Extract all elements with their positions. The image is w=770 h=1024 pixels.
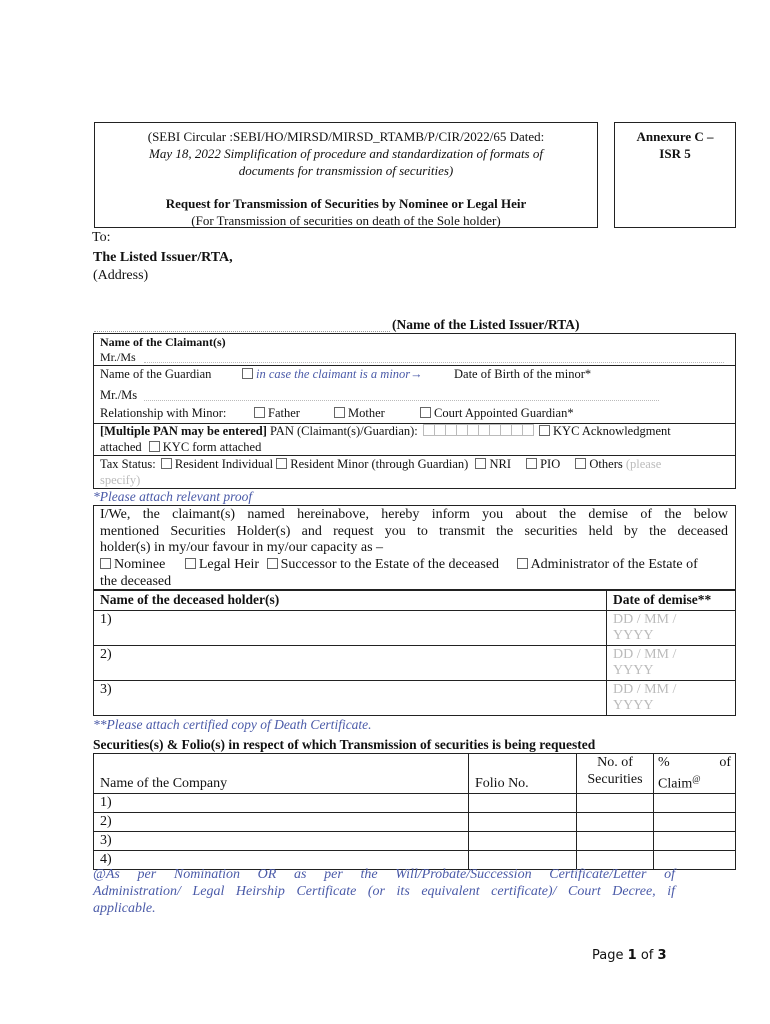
company-cell[interactable] (94, 812, 469, 831)
nominee-label: Nominee (114, 557, 166, 572)
folio-cell[interactable] (469, 831, 577, 850)
declaration-line-1: I/We, the claimant(s) named hereinabove, hereby inform you about the demise of the below (100, 507, 728, 522)
listed-issuer-label: The Listed Issuer/RTA, (93, 250, 233, 265)
tax-pio-label: PIO (540, 457, 561, 471)
deceased-name-cell[interactable] (94, 646, 607, 681)
multiple-pan-note: [Multiple PAN may be entered] (100, 424, 267, 438)
row-number: 2) (100, 647, 112, 662)
issuer-name-label: (Name of the Listed Issuer/RTA) (392, 317, 580, 332)
table-row (94, 646, 736, 681)
successor-label: Successor to the Estate of the deceased (280, 557, 500, 572)
annexure-label: Annexure C – (636, 129, 714, 144)
attached-label: attached (100, 440, 142, 454)
claimant-name-field[interactable] (144, 362, 724, 363)
company-cell[interactable] (94, 831, 469, 850)
relationship-label: Relationship with Minor: (100, 406, 227, 420)
declaration-line-3: holder(s) in my/our favour in my/our capacity as – (100, 540, 384, 555)
claim-cell[interactable] (654, 831, 736, 850)
tax-nri-checkbox[interactable] (475, 458, 486, 469)
tax-status-label: Tax Status: (100, 457, 156, 471)
form-title: Request for Transmission of Securities by Nominee or Legal Heir (165, 196, 527, 211)
demise-date-cell[interactable]: DD / MM / YYYY (607, 646, 736, 681)
demise-date-cell[interactable]: DD / MM / YYYY (607, 611, 736, 646)
nominee-checkbox[interactable] (100, 558, 111, 569)
table-row (94, 831, 736, 850)
tax-resident-checkbox[interactable] (161, 458, 172, 469)
claim-cell[interactable] (654, 793, 736, 812)
declaration-line-2: mentioned Securities Holder(s) and request you to transmit the securities held by the deceased (100, 523, 728, 539)
legal-heir-checkbox[interactable] (185, 558, 196, 569)
folio-header: Folio No. (469, 754, 577, 794)
guardian-label: Name of the Guardian (100, 367, 212, 381)
tax-nri-label: NRI (489, 457, 511, 471)
mother-label: Mother (348, 406, 385, 420)
claim-percent-header: % of Claim@ (654, 754, 736, 794)
form-subtitle: (For Transmission of securities on death of the Sole holder) (191, 213, 501, 228)
administrator-label: Administrator of the Estate of (530, 557, 698, 572)
footnote-line-1: @As per Nomination OR as per the Will/Probate/Succession Certificate/Letter of (93, 867, 675, 882)
company-cell[interactable] (94, 793, 469, 812)
tax-minor-label: Resident Minor (through Guardian) (290, 457, 469, 471)
address-label: (Address) (93, 268, 149, 283)
court-guardian-label: Court Appointed Guardian* (434, 406, 574, 420)
guardian-mr-ms: Mr./Ms (100, 388, 138, 402)
table-row (94, 611, 736, 646)
table-row (94, 812, 736, 831)
securities-cell[interactable] (577, 812, 654, 831)
row-number: 1) (100, 612, 112, 627)
table-row (94, 681, 736, 716)
demise-date-cell[interactable]: DD / MM / YYYY (607, 681, 736, 716)
mother-checkbox[interactable] (334, 407, 345, 418)
pan-label: PAN (Claimant(s)/Guardian): (270, 424, 418, 438)
company-header: Name of the Company (94, 754, 469, 794)
folio-cell[interactable] (469, 793, 577, 812)
issuer-name-line[interactable] (94, 331, 390, 332)
footnote-line-3: applicable. (93, 901, 156, 916)
annexure-code: ISR 5 (659, 146, 691, 161)
securities-count-header: No. of Securities (577, 754, 654, 794)
claim-cell[interactable] (654, 812, 736, 831)
tax-minor-checkbox[interactable] (276, 458, 287, 469)
guardian-note: in case the claimant is a minor→ (256, 367, 423, 381)
table-row (94, 793, 736, 812)
claimant-name-label: Name of the Claimant(s) (100, 335, 226, 349)
tax-specify-placeholder[interactable]: specify) (100, 473, 141, 487)
legal-heir-label: Legal Heir (198, 557, 260, 572)
row-number: 2) (100, 813, 112, 829)
tax-please-placeholder[interactable]: (please (625, 457, 662, 471)
circular-line-2: May 18, 2022 Simplification of procedure and standardization of formats of (149, 146, 543, 161)
folio-cell[interactable] (469, 812, 577, 831)
pan-input-boxes[interactable] (424, 424, 534, 438)
securities-table (93, 753, 736, 870)
deceased-name-cell[interactable] (94, 681, 607, 716)
death-certificate-note: **Please attach certified copy of Death Certificate. (93, 717, 372, 732)
deceased-name-header: Name of the deceased holder(s) (94, 591, 607, 611)
dob-label: Date of Birth of the minor* (454, 367, 592, 381)
circular-line-3: documents for transmission of securities) (238, 163, 454, 178)
demise-date-header: Date of demise** (607, 591, 736, 611)
kyc-form-checkbox[interactable] (149, 441, 160, 452)
proof-note: *Please attach relevant proof (93, 489, 253, 504)
court-guardian-checkbox[interactable] (420, 407, 431, 418)
row-number: 4) (100, 851, 112, 867)
kyc-ack-checkbox[interactable] (539, 425, 550, 436)
guardian-name-field[interactable] (144, 400, 659, 401)
administrator-label-cont: the deceased (100, 574, 172, 589)
page-number: Page 1 of 3 (592, 948, 667, 963)
tax-others-label: Others (589, 457, 623, 471)
guardian-checkbox[interactable] (242, 368, 253, 379)
tax-pio-checkbox[interactable] (526, 458, 537, 469)
father-checkbox[interactable] (254, 407, 265, 418)
securities-cell[interactable] (577, 793, 654, 812)
tax-resident-label: Resident Individual (174, 457, 274, 471)
footnote-line-2: Administration/ Legal Heirship Certificate (or its equivalent certificate)/ Court Decree, if (93, 884, 675, 899)
row-number: 3) (100, 682, 112, 697)
tax-others-checkbox[interactable] (575, 458, 586, 469)
kyc-form-label: KYC form attached (162, 440, 262, 454)
annexure-box (614, 122, 736, 228)
row-number: 3) (100, 832, 112, 848)
claimant-mr-ms: Mr./Ms (100, 350, 136, 364)
to-label: To: (92, 230, 111, 245)
circular-line-1: (SEBI Circular :SEBI/HO/MIRSD/MIRSD_RTAMB/P/CIR/2022/65 Dated: (147, 129, 545, 144)
row-number: 1) (100, 794, 112, 810)
father-label: Father (268, 406, 300, 420)
administrator-checkbox[interactable] (517, 558, 528, 569)
successor-checkbox[interactable] (267, 558, 278, 569)
securities-heading: Securities(s) & Folio(s) in respect of which Transmission of securities is being requested (93, 737, 596, 752)
kyc-ack-label: KYC Acknowledgment (553, 424, 671, 438)
deceased-name-cell[interactable] (94, 611, 607, 646)
securities-cell[interactable] (577, 831, 654, 850)
deceased-holders-table (93, 590, 736, 716)
circular-box (94, 122, 598, 228)
